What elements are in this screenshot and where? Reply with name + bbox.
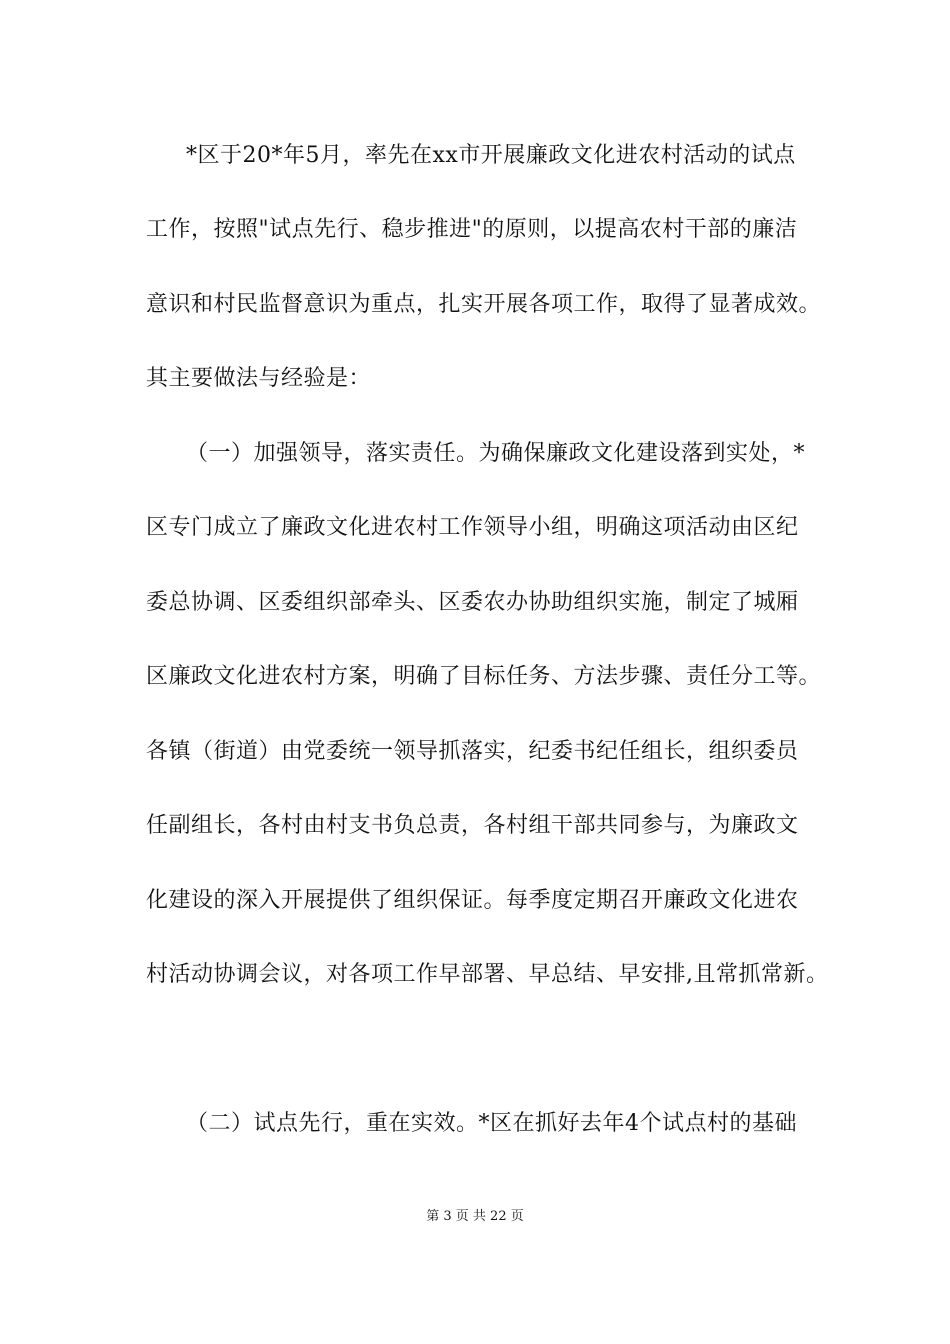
text-line-1: *区于20*年5月，率先在xx市开展廉政文化进农村活动的试点: [186, 143, 796, 168]
text-line-11: 化建设的深入开展提供了组织保证。每季度定期召开廉政文化进农: [146, 888, 799, 913]
text-line-2: 工作，按照"试点先行、稳步推进"的原则，以提高农村干部的廉洁: [146, 217, 798, 242]
text-line-5: （一）加强领导，落实责任。为确保廉政文化建设落到实处，*: [186, 441, 806, 466]
text-line-10: 任副组长，各村由村支书负总责，各村组干部共同参与，为廉政文: [146, 813, 799, 838]
text-line-9: 各镇（街道）由党委统一领导抓落实，纪委书纪任组长，组织委员: [146, 739, 799, 764]
page-footer: [0, 1208, 950, 1226]
text-line-3: 意识和村民监督意识为重点，扎实开展各项工作，取得了显著成效。: [146, 292, 822, 317]
text-line-13: （二）试点先行，重在实效。*区在抓好去年4个试点村的基础: [186, 1111, 797, 1136]
text-line-12: 村活动协调会议，对各项工作早部署、早总结、早安排,且常抓常新。: [146, 962, 829, 987]
text-line-6: 区专门成立了廉政文化进农村工作领导小组，明确这项活动由区纪: [146, 515, 799, 540]
text-line-8: 区廉政文化进农村方案，明确了目标任务、方法步骤、责任分工等。: [146, 664, 822, 689]
text-line-4: 其主要做法与经验是：: [146, 366, 372, 391]
page-number-label: 第 3 页 共 22 页: [426, 1209, 524, 1224]
text-line-7: 委总协调、区委组织部牵头、区委农办协助组织实施，制定了城厢: [146, 590, 799, 615]
